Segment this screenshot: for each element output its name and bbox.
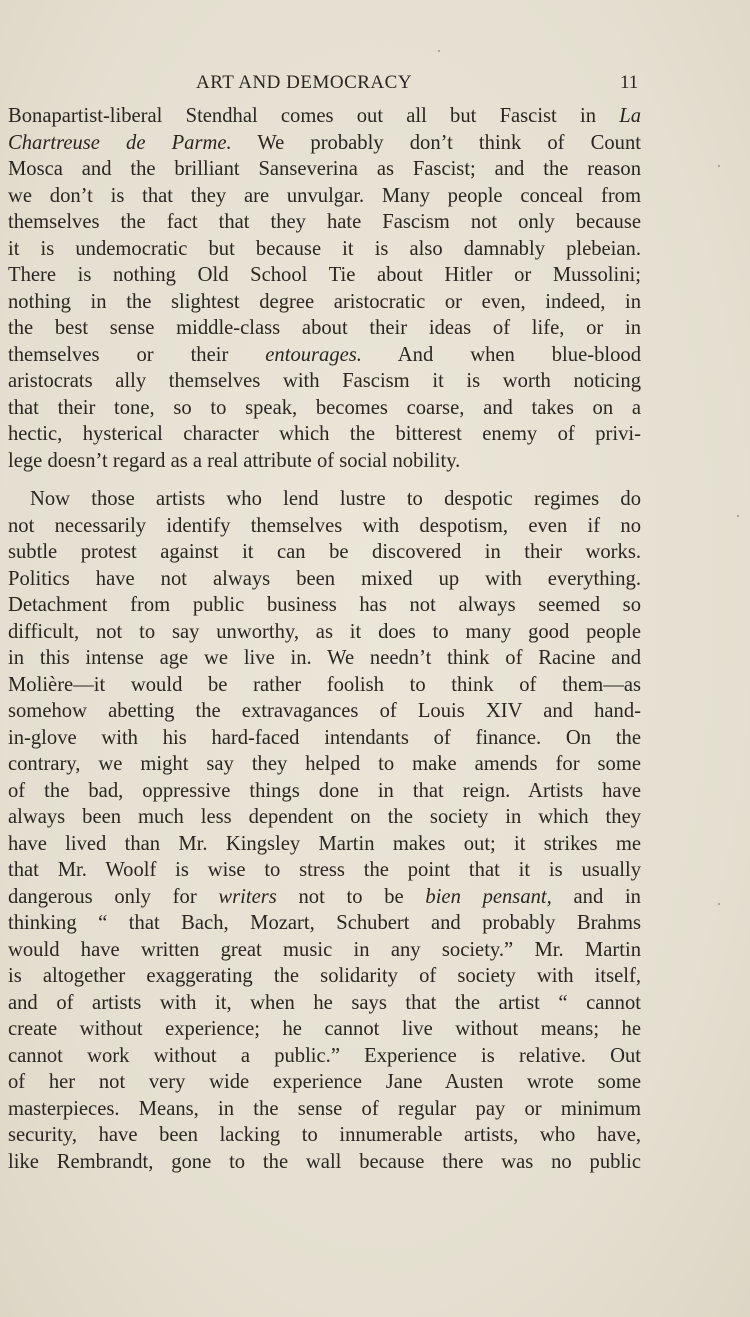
- text-run: lege doesn’t regard as a real attribute of social nobility.: [8, 449, 461, 472]
- text-run: thinking “ that Bach, Mozart, Schubert and probably Brahms: [8, 912, 641, 934]
- text-line: [8, 751, 641, 778]
- text-line: [8, 672, 641, 699]
- text-run: themselves the fact that they hate Fascism not only because: [8, 211, 641, 233]
- text-run: dangerous only for: [8, 885, 219, 908]
- text-run: difficult, not to say unworthy, as it does to many good people: [8, 620, 641, 643]
- text-line: [8, 778, 641, 805]
- text-run: Mosca and the brilliant Sanseverina as Fascist; and the reason: [8, 158, 641, 180]
- text-line: [8, 910, 641, 937]
- text-run: And when blue-blood: [361, 343, 641, 366]
- text-line: [8, 1016, 641, 1043]
- paper-speck: [438, 50, 440, 52]
- italic-text: La: [619, 105, 641, 127]
- text-line: [8, 990, 641, 1017]
- text-line: [8, 395, 641, 422]
- text-line: [8, 539, 641, 566]
- text-run: subtle protest against it can be discovered in their works.: [8, 541, 641, 563]
- text-run: themselves or their: [8, 343, 266, 366]
- text-line: [8, 183, 641, 210]
- text-line: [8, 725, 641, 752]
- text-run: in this intense age we live in. We needn’t think of Racine and: [8, 647, 641, 669]
- text-line: [8, 209, 641, 236]
- text-run: it is undemocratic but because it is also damnably plebeian.: [8, 237, 641, 260]
- text-run: Molière—it would be rather foolish to think of them—as: [8, 673, 641, 696]
- paragraph-1: [8, 103, 641, 474]
- text-line: [8, 486, 641, 513]
- text-line: [8, 289, 641, 316]
- text-run: Bonapartist-liberal Stendhal comes out all but Fascist in: [8, 105, 620, 127]
- text-line: [8, 831, 641, 858]
- text-line: [8, 156, 641, 183]
- text-run: We probably don’t think of Count: [231, 131, 641, 154]
- text-line: [8, 342, 641, 369]
- italic-text: writers: [218, 885, 277, 908]
- text-line: [8, 804, 641, 831]
- text-run: Now those artists who lend lustre to despotic regimes do: [30, 488, 641, 510]
- text-run: nothing in the slightest degree aristocratic or even, indeed, in: [8, 290, 641, 313]
- text-run: always been much less dependent on the society in which they: [8, 806, 641, 828]
- text-run: Politics have not always been mixed up with everything.: [8, 567, 641, 590]
- text-run: and in: [551, 885, 641, 908]
- text-run: in-glove with his hard-faced intendants of finance. On the: [8, 726, 641, 749]
- text-run: would have written great music in any society.” Mr. Martin: [8, 938, 641, 961]
- text-run: that Mr. Woolf is wise to stress the point that it is usually: [8, 859, 641, 881]
- text-line: [8, 1043, 641, 1070]
- text-run: contrary, we might say they helped to make amends for some: [8, 753, 641, 775]
- text-line: [8, 448, 641, 475]
- text-run: have lived than Mr. Kingsley Martin makes out; it strikes me: [8, 832, 641, 855]
- paper-speck: [737, 515, 739, 517]
- italic-text: Chartreuse de Parme.: [8, 131, 232, 154]
- text-line: [8, 1149, 641, 1176]
- text-line: [8, 236, 641, 263]
- text-line: [8, 421, 641, 448]
- text-line: [8, 368, 641, 395]
- text-run: security, have been lacking to innumerable artists, who have,: [8, 1124, 641, 1146]
- text-line: [8, 1096, 641, 1123]
- text-run: hectic, hysterical character which the bitterest enemy of privi-: [8, 423, 641, 445]
- text-run: like Rembrandt, gone to the wall because there was no public: [8, 1150, 641, 1173]
- paper-speck: [718, 903, 720, 905]
- paragraph-2: [8, 486, 641, 1175]
- paper-speck: [718, 165, 720, 167]
- italic-text: bien pensant,: [425, 885, 552, 908]
- text-run: create without experience; he cannot live without means; he: [8, 1018, 641, 1040]
- body-text: [8, 103, 641, 1175]
- text-line: [8, 262, 641, 289]
- text-line: [8, 698, 641, 725]
- text-line: [8, 645, 641, 672]
- text-line: [8, 566, 641, 593]
- text-line: [8, 103, 641, 130]
- text-run: Detachment from public business has not always seemed so: [8, 594, 641, 616]
- text-run: we don’t is that they are unvulgar. Many people conceal from: [8, 184, 641, 207]
- running-header: [0, 70, 750, 100]
- text-line: [8, 619, 641, 646]
- text-run: and of artists with it, when he says that the artist “ cannot: [8, 991, 641, 1014]
- text-line: [8, 1122, 641, 1149]
- text-run: There is nothing Old School Tie about Hitler or Mussolini;: [8, 264, 641, 286]
- text-line: [8, 315, 641, 342]
- text-line: [8, 1069, 641, 1096]
- text-line: [8, 857, 641, 884]
- page-number: 11: [620, 72, 639, 93]
- text-line: [8, 937, 641, 964]
- text-run: cannot work without a public.” Experience is relative. Out: [8, 1044, 641, 1067]
- text-run: not necessarily identify themselves with despotism, even if no: [8, 514, 641, 537]
- text-run: aristocrats ally themselves with Fascism it is worth noticing: [8, 370, 641, 392]
- text-run: the best sense middle-class about their ideas of life, or in: [8, 317, 641, 339]
- running-title: ART AND DEMOCRACY: [196, 72, 413, 93]
- text-line: [8, 592, 641, 619]
- text-run: is altogether exaggerating the solidarity of society with itself,: [8, 965, 641, 987]
- text-run: that their tone, so to speak, becomes coarse, and takes on a: [8, 396, 641, 419]
- text-run: somehow abetting the extravagances of Louis XIV and hand-: [8, 700, 641, 722]
- text-line: [8, 513, 641, 540]
- text-line: [8, 963, 641, 990]
- text-line: [8, 130, 641, 157]
- text-run: not to be: [276, 885, 426, 908]
- text-line: [8, 884, 641, 911]
- text-run: of her not very wide experience Jane Austen wrote some: [8, 1071, 641, 1093]
- text-run: of the bad, oppressive things done in that reign. Artists have: [8, 779, 641, 802]
- italic-text: entourages.: [265, 343, 362, 366]
- text-run: masterpieces. Means, in the sense of regular pay or minimum: [8, 1097, 641, 1120]
